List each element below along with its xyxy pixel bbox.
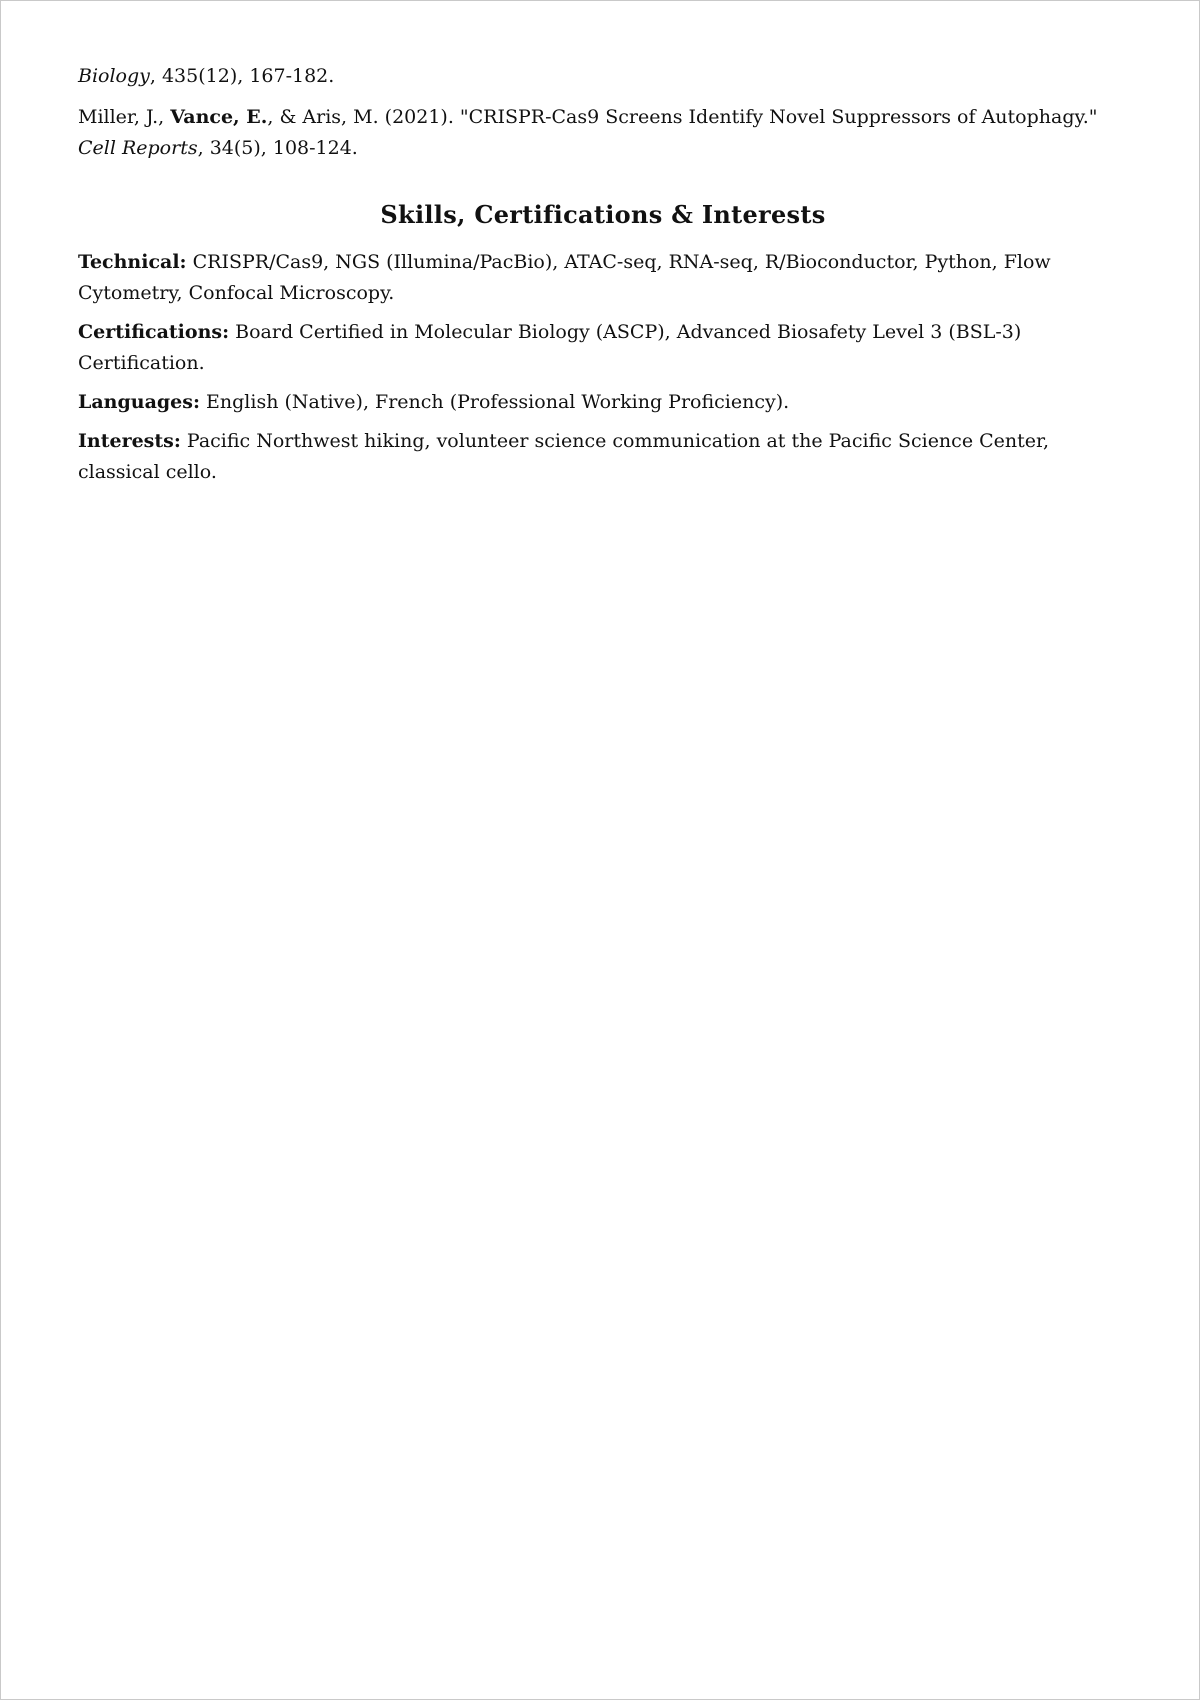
skill-item-certifications	[78, 317, 1128, 379]
publication-details: , 435(12), 167-182.	[149, 65, 335, 87]
publication-details: , 34(5), 108-124.	[197, 137, 358, 159]
page-content	[78, 61, 1128, 496]
skill-label: Languages:	[78, 391, 200, 413]
skill-text: Board Certified in Molecular Biology (ASCP), Advanced Biosafety Level 3 (BSL-3) Certification.	[78, 321, 1022, 374]
skill-text: English (Native), French (Professional Working Proficiency).	[206, 391, 790, 413]
skill-text: Pacific Northwest hiking, volunteer science communication at the Pacific Science Center, classical cello.	[78, 430, 1050, 483]
publication-entry	[78, 102, 1128, 164]
skill-label: Technical:	[78, 251, 187, 273]
publication-title: , & Aris, M. (2021). "CRISPR-Cas9 Screens Identify Novel Suppressors of Autophagy."	[267, 106, 1098, 128]
section-title-skills: Skills, Certifications & Interests	[380, 200, 826, 229]
skill-text: CRISPR/Cas9, NGS (Illumina/PacBio), ATAC-seq, RNA-seq, R/Bioconductor, Python, Flow Cytometry, Confocal Microscopy.	[78, 251, 1051, 304]
skill-label: Certifications:	[78, 321, 230, 343]
skill-item-languages	[78, 387, 1128, 418]
publication-journal: Cell Reports	[78, 137, 198, 159]
publication-authors: Miller, J.,	[78, 106, 171, 128]
publication-journal: Biology	[78, 65, 150, 87]
skill-label: Interests:	[78, 430, 181, 452]
skill-item-technical	[78, 247, 1128, 309]
publication-entry-continued	[78, 61, 1128, 92]
publication-highlighted-author: Vance, E.	[170, 106, 268, 128]
skill-item-interests	[78, 426, 1128, 488]
